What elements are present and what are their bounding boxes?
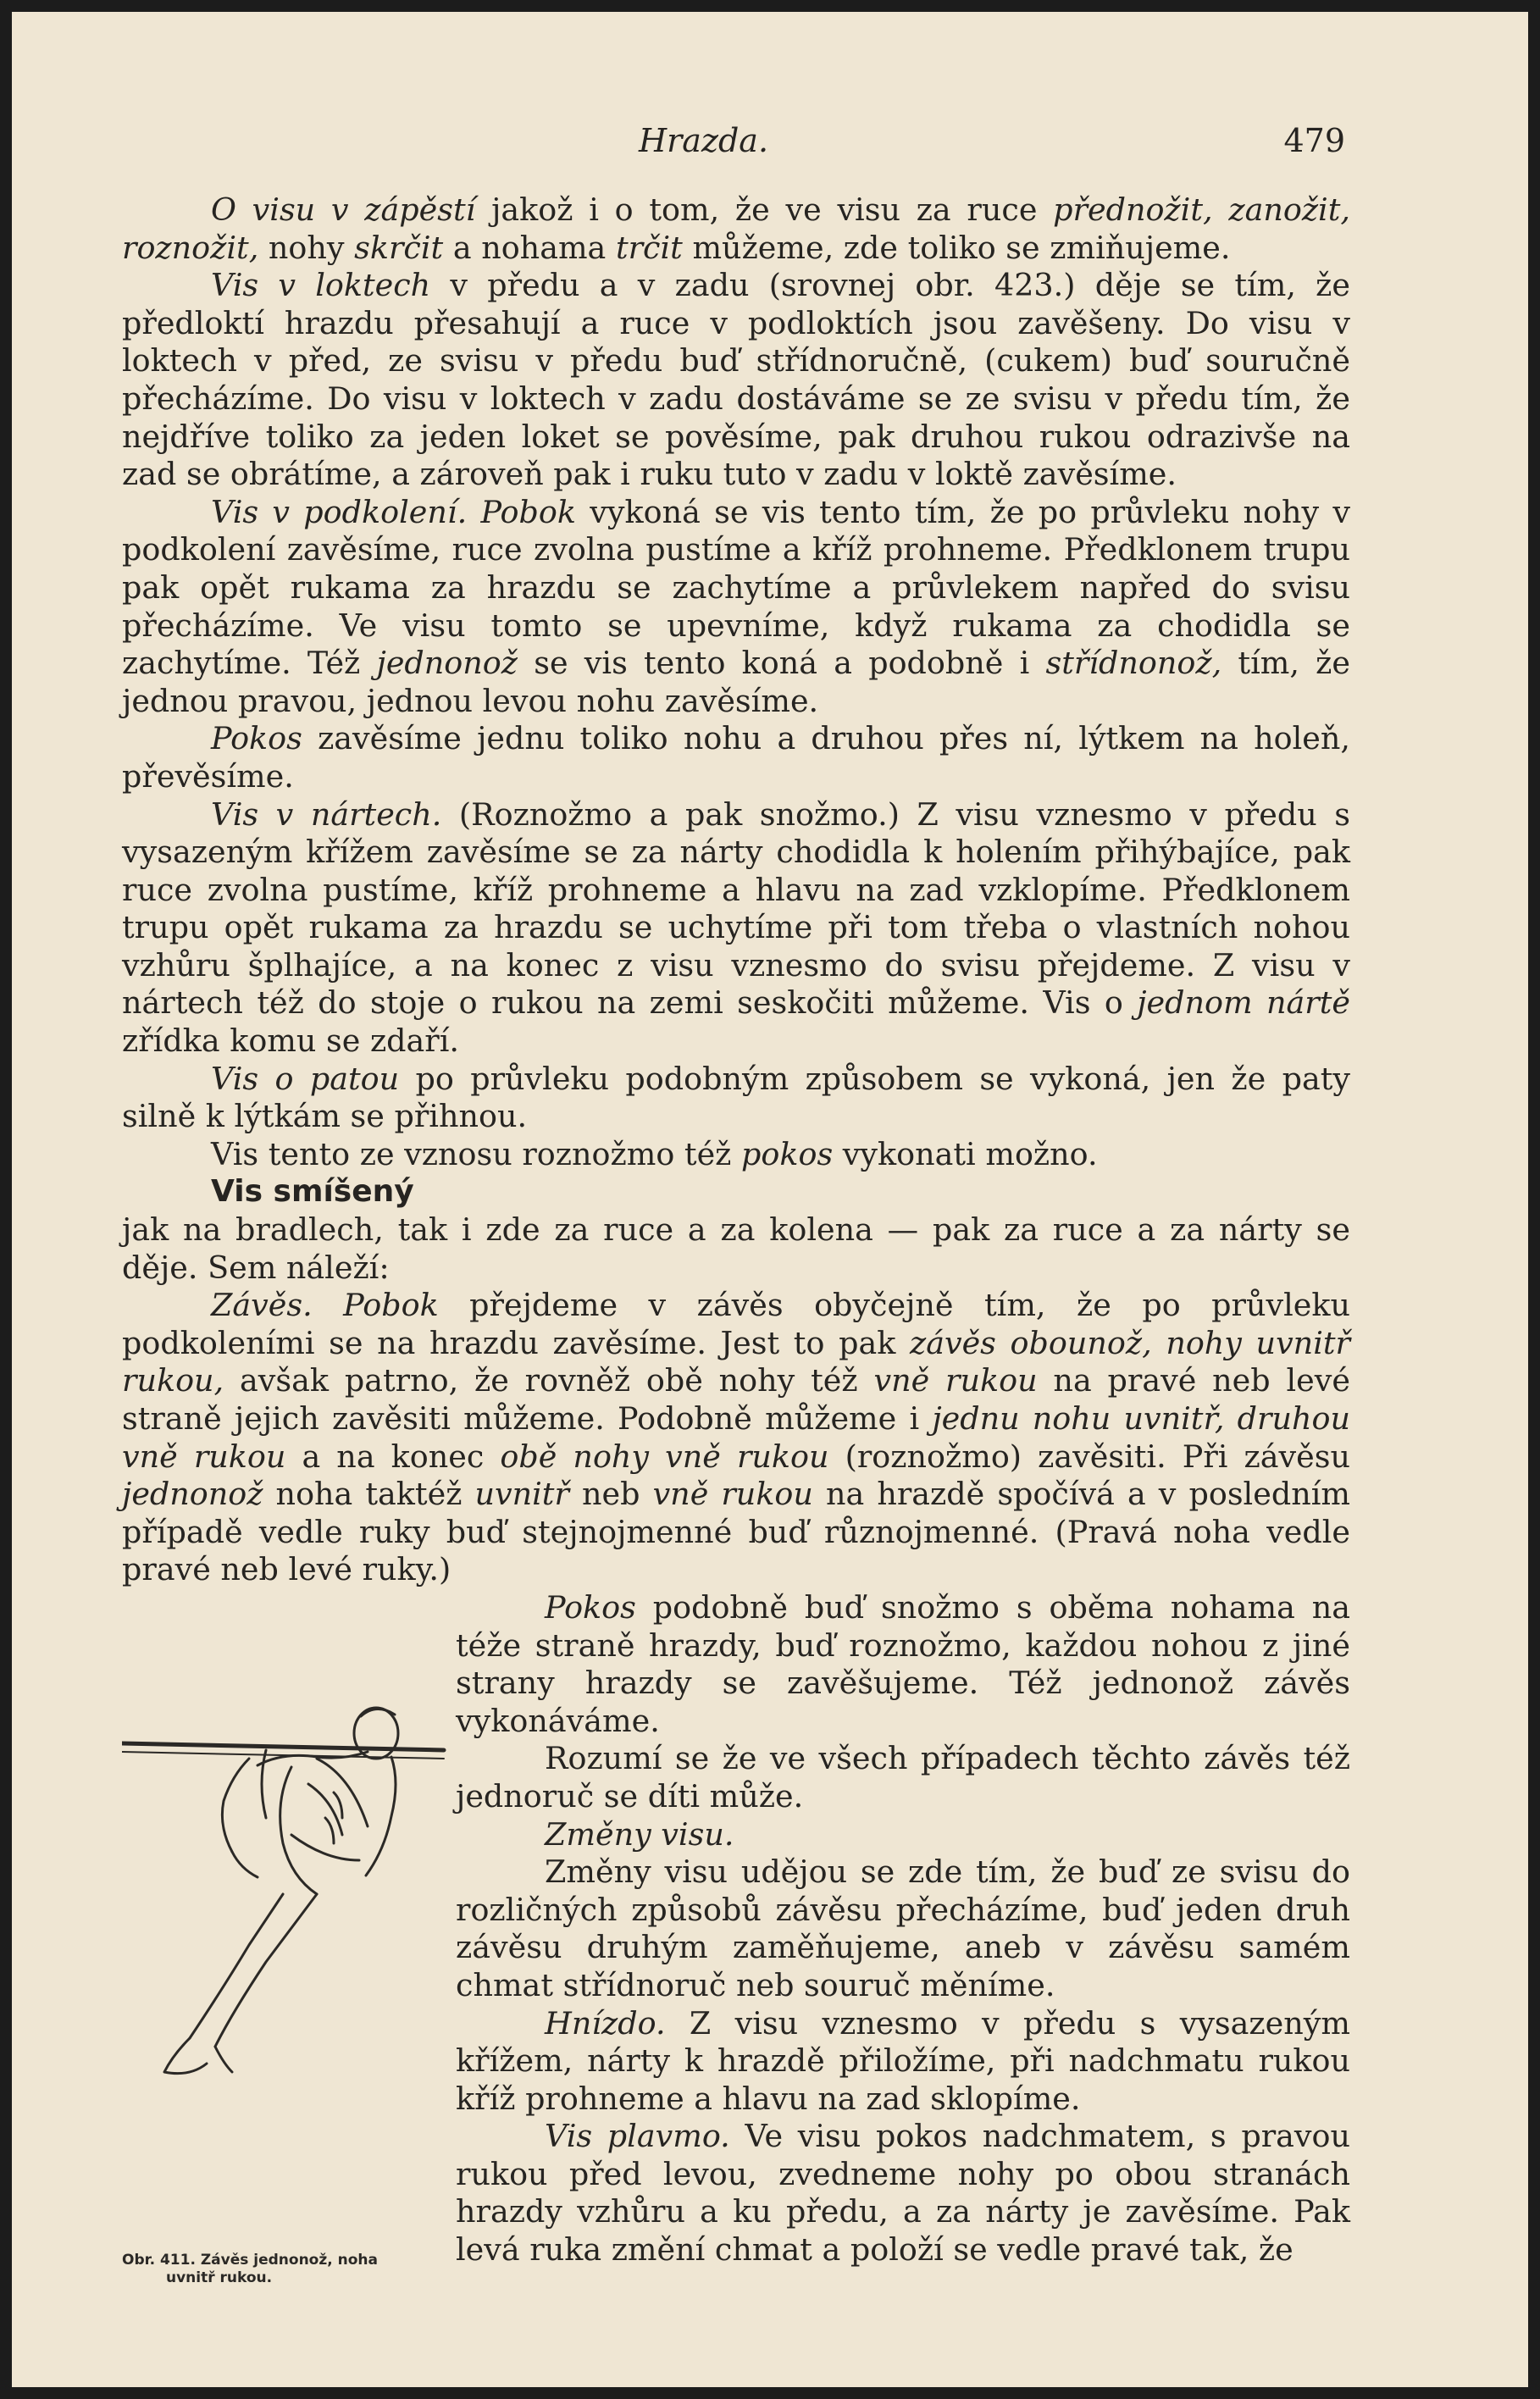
text-run	[313, 1287, 343, 1323]
page-number: 479	[1283, 122, 1345, 159]
text-run: po průvleku podobným způsobem se vykoná, jen že paty silně k lýtkám se přihnou.	[122, 1060, 1351, 1135]
term: Vis plavmo.	[545, 2118, 730, 2155]
term: Změny visu.	[545, 1815, 734, 1853]
term: obě nohy vně rukou	[500, 1438, 829, 1475]
term: uvnitř	[474, 1476, 569, 1513]
section-heading: Vis smíšený	[211, 1174, 414, 1210]
paragraph	[122, 1061, 1350, 1136]
text-run: Změny visu udějou se zde tím, že buď ze svisu do rozličných způsobů závěsu přecházíme, buď jeden druh závěsu druhým zaměňujeme, aneb v závěsu samém chmat střídnoruč neb souruč měníme.	[456, 1853, 1350, 2003]
paragraph	[122, 494, 1350, 721]
text-run: (roznožmo) zavěsiti. Při závěsu	[828, 1438, 1350, 1475]
term: pokos	[741, 1135, 834, 1172]
text-run: neb	[568, 1476, 653, 1513]
text-run	[467, 494, 480, 530]
paragraph	[122, 267, 1350, 494]
text-run: avšak patrno, že rovněž obě nohy též	[224, 1362, 874, 1399]
term: Pobok	[343, 1287, 439, 1324]
page-header	[12, 122, 1528, 173]
term: Vis v podkolení.	[211, 493, 468, 530]
term: O visu v zápěstí	[211, 191, 476, 228]
text-run: na pravé neb levé straně jejich zavěsiti můžeme. Podobně můžeme i	[122, 1362, 1350, 1437]
term: Hnízdo.	[545, 2004, 666, 2042]
term: skrčit	[354, 229, 444, 266]
caption-line: uvnitř rukou.	[166, 2269, 273, 2286]
text-run: (Roznožmo a pak snožmo.) Z visu vznesmo v předu s vysazeným křížem zavěsíme se za nárty chodidla k holením přihýbajíce, pak ruce zvolna pustíme, kříž prohneme a hlavu na zad vzklopíme. Předklonem trupu opět rukama za hrazdu se uchytíme při tom třeba o vlastních nohou vzhůru šplhajíce, a na konec z visu vznesmo do svisu přejdeme. Z visu v nártech též do stoje o rukou na zemi seskočiti můžeme. Vis o	[122, 795, 1350, 1022]
text-run: podobně buď snožmo s oběma nohama na téže straně hrazdy, buď roznožmo, každou nohou z jiné strany hrazdy se zavěšujeme. Též jednonož závěs vykonáváme.	[456, 1588, 1350, 1739]
term: Vis v loktech	[211, 267, 431, 304]
term: Pokos	[211, 720, 302, 757]
running-title: Hrazda.	[639, 122, 769, 159]
term: vně rukou	[652, 1476, 813, 1513]
term: Pokos	[545, 1588, 636, 1626]
paragraph	[122, 720, 1350, 795]
text-run: a nohama	[443, 229, 616, 266]
paragraph	[122, 1211, 1350, 1287]
paragraph	[122, 1136, 1350, 1174]
paragraph	[122, 1287, 1350, 1589]
text-run: vykoná se vis tento tím, že po průvleku nohy v podkolení zavěsíme, ruce zvolna pustíme a kříž prohneme. Předklonem trupu pak opět rukama za hrazdu se zachytíme a průvlekem napřed do svisu přecházíme. Ve visu tomto se upevníme, když rukama za chodidla se zachytíme. Též	[122, 493, 1350, 682]
term: přednožit, zanožit, roznožit,	[122, 191, 1350, 266]
text-run: jak na bradlech, tak i zde za ruce a za kolena — pak za ruce a za nárty se děje. Sem náleží:	[122, 1211, 1350, 1286]
paragraph	[122, 796, 1350, 1061]
text-run: se vis tento koná a podobně i	[518, 645, 1046, 682]
text-run: na hrazdě spočívá a v posledním případě vedle ruky buď stejnojmenné buď různojmenné. (Pravá noha vedle pravé neb levé ruky.)	[122, 1476, 1350, 1588]
text-run: tím, že jednou pravou, jednou levou nohu zavěsíme.	[122, 645, 1351, 719]
term: jednom nártě	[1137, 984, 1350, 1022]
body-text	[122, 191, 1350, 2284]
text-run: noha taktéž	[263, 1476, 475, 1513]
text-run: Rozumí se že ve všech případech těchto závěs též jednoruč se díti může.	[456, 1740, 1350, 1814]
gymnast-illustration	[122, 1699, 452, 2106]
text-run: zřídka komu se zdaří.	[122, 1022, 460, 1060]
term: závěs obounož, nohy uvnitř rukou,	[122, 1324, 1350, 1399]
text-run: vykonati možno.	[833, 1135, 1098, 1172]
term: Závěs.	[211, 1287, 313, 1324]
text-run: Vis tento ze vznosu roznožmo též	[211, 1135, 742, 1172]
term: jednonož	[122, 1476, 263, 1513]
term: Vis v nártech.	[211, 795, 442, 833]
term: trčit	[615, 229, 683, 266]
text-run: jakož i o tom, že ve visu za ruce	[475, 191, 1054, 228]
text-run: Ve visu pokos nadchmatem, s pravou rukou před levou, zvedneme nohy po obou stranách hrazdy vzhůru a ku předu, a za nárty je zavěsíme. Pak levá ruka změní chmat a položí se vedle pravé tak, že	[456, 2118, 1351, 2269]
term: Vis o patou	[211, 1060, 400, 1097]
text-run: zavěsíme jednu toliko nohu a druhou přes ní, lýtkem na holeň, převěsíme.	[122, 720, 1350, 795]
text-run: Z visu vznesmo v předu s vysazeným křížem, nárty k hrazdě přiložíme, při nadchmatu rukou kříž prohneme a hlavu na zad sklopíme.	[456, 2004, 1350, 2117]
text-run: a na konec	[285, 1438, 501, 1475]
text-run: nohy	[258, 229, 355, 266]
paragraph	[122, 191, 1350, 267]
figure-411	[122, 1589, 452, 2284]
term: vně rukou	[873, 1362, 1038, 1399]
term: Pobok	[480, 493, 576, 530]
caption-line: Obr. 411. Závěs jednonož, noha	[122, 2251, 378, 2269]
figure-caption	[122, 2252, 461, 2287]
term: jednonož	[376, 645, 518, 682]
text-run: můžeme, zde toliko se zmiňujeme.	[682, 229, 1231, 266]
text-run: v předu a v zadu (srovnej obr. 423.) děje se tím, že předloktí hrazdu přesahují a ruce v podloktích jsou zavěšeny. Do visu v loktech v před, ze svisu v předu buď střídnoručně, (cukem) buď souručně přecházíme. Do visu v loktech v zadu dostáváme se ze svisu v předu tím, že nejdříve toliko za jeden loket se pověsíme, pak druhou rukou odrazivše na zad se obrátíme, a zároveň pak i ruku tuto v zadu v loktě zavěsíme.	[122, 267, 1350, 493]
text-run: přejdeme v závěs obyčejně tím, že po průvleku podkoleními se na hrazdu zavěsíme. Jest to pak	[122, 1287, 1350, 1361]
figure-section	[122, 1588, 1351, 2286]
term: střídnonož,	[1045, 645, 1222, 682]
book-page	[12, 12, 1528, 2387]
term: jednu nohu uvnitř, druhou vně rukou	[122, 1400, 1350, 1475]
